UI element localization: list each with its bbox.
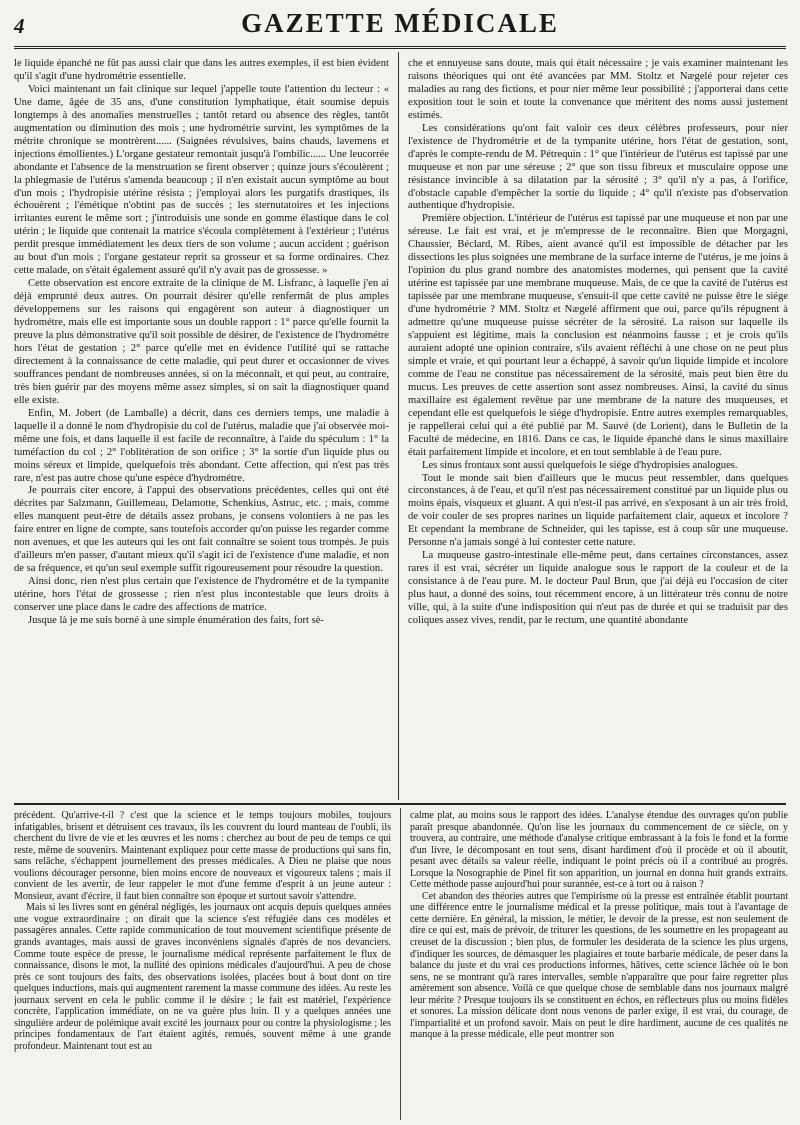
feuilleton-divider bbox=[400, 808, 401, 1120]
paragraph: Ainsi donc, rien n'est plus certain que l'existence de l'hydrométre et de la tympanite utérine, hors l'état de grossesse ; rien n'est plus incontestable que leurs droits à conserver une place dans le cadre des affections de matrice. bbox=[14, 576, 389, 614]
masthead-rule bbox=[14, 46, 786, 49]
masthead-title: GAZETTE MÉDICALE bbox=[241, 8, 559, 38]
paragraph: Cet abandon des théories autres que l'empirisme où la presse est entraînée établit pourtant une différence entre le journalisme médical et la presse politique, mais tout à l'avantage de cette dernière. En général, la mission, le métier, le devoir de la presse, est non seulement de dire ce qui est, mais de prévoir, de triturer les questions, de les soumettre en les propageant au creuset de la discussion ; bien plus, de formuler les desiderata de la science les plus urgens, d'indiquer les sources, de démasquer les plagiaires et toute barbarie médicale, de peser dans la balance du juste et du vrai ces productions informes, hâtives, cette science lâchée où le bon sens, ne se montrant qu'à rares intervalles, semble n'apparaître que pour faire regretter plus amèrement son absence. Voilà ce que quelque chose de semblable dans nos journaux malgré leur mérite ? Presque toujours ils se constituent en échos, en réflecteurs plus ou moins fidèles et sonores. La mission délicate dont nous venons de parler exige, il est vrai, du courage, de l'impartialité et un profond savoir. Mais on peut le dire hardiment, aucune de ces qualités ne manque à la presse médicale, elle peut montrer son bbox=[410, 890, 788, 1041]
paragraph: Cette observation est encore extraite de la clinique de M. Lisfranc, à laquelle j'en ai déjà emprunté deux autres. On pourrait désirer qu'elle renfermât de plus amples développemens sur les raisons qui engagèrent son auteur à diagnostiquer un hydrométre, mais elle est importante sous un double rapport : 1° parce qu'elle fournit la preuve la plus démonstrative qu'il soit possible de désirer, de l'existence de l'hydrométre hors l'état de gestation ; 2° parce qu'elle met en évidence l'utilité qui se rattache directement à la connaissance de cette maladie, qui peut durer et occasionner de vives souffrances pendant de nombreuses années, si on la méconnaît, et qui peut, au contraire, très bien guérir par des moyens même assez simples, si on sait la diagnostiquer quand elle existe. bbox=[14, 278, 389, 406]
paragraph: Première objection. L'intérieur de l'utérus est tapissé par une muqueuse et non par une séreuse. Le fait est vrai, et je m'empresse de le reconnaître. Bien que Morgagni, Chaussier, Béclard, M. Ribes, aient avancé qu'il est impossible de détacher par les dissections les plus soignées une membrane de la surface interne de l'utérus, je me joins à l'opinion du plus grand nombre des anatomistes modernes, qui pensent que la cavité utérine est tapissée par une membrane muqueuse. Mais, de ce que la cavité de l'utérus est tapissée par une membrane muqueuse, s'ensuit-il que cette cavité ne puisse être le siége d'une hydrométrie ? MM. Stoltz et Nægelé affirment que oui, parce qu'ils répugnent à admettre qu'une muqueuse puisse sécréter de la sérosité. La raison sur laquelle ils s'appuient est légitime, mais la conclusion est néanmoins fausse ; et je crois qu'ils auraient adopté une opinion contraire, s'ils avaient réfléchi à une chose on ne peut plus simple et vraie, et qui pourtant leur a échappé, à savoir qu'un liquide limpide et incolore comme de l'eau ne constitue pas nécessairement de la sérosité, mais peut bien être du mucus. Les preuves de cette assertion sont assez nombreuses. Ainsi, la cavité du sinus maxillaire est également revêtue par une membrane de la nature des muqueuses, et cependant elle est quelquefois le siége d'hydropisie. Entre autres exemples remarquables, je rappellerai celui qui a été publié par M. Sauvé (de Lorient), dans le Bulletin de la Faculté de médecine, en 1816. Dans ce cas, le liquide épanché dans le sinus maxillaire était parfaitement limpide et incolore, et en tout semblable à de l'eau pure. bbox=[408, 213, 788, 458]
page-number: 4 bbox=[14, 14, 25, 38]
paragraph: Les sinus frontaux sont aussi quelquefois le siége d'hydropisies analogues. bbox=[422, 459, 738, 471]
paragraph: calme plat, au moins sous le rapport des idées. L'analyse étendue des ouvrages qu'on publie paraît presque abandonnée. Qu'on lise les journaux du commencement de ce siècle, on y trouvera, au contraire, une méthode d'analyse critique embrassant à la fois le fond et la forme d'un livre, le décomposant en tout sens, disant hardiment d'où il procède et où il aboutit, pesant avec détails sa valeur réelle, indiquant le point précis où il a contribué au progrès. Lorsque la Nosographie de Pinel fit son apparition, un journal en donna huit grands extraits. Cette méthode passe aujourd'hui pour surannée, est-ce à tort ou à raison ? bbox=[410, 810, 788, 891]
paragraph: La muqueuse gastro-intestinale elle-même peut, dans certaines circonstances, assez rares il est vrai, sécréter un liquide analogue sous le rapport de la couleur et de la consistance à de l'eau pure. M. le docteur Paul Brun, que j'ai déjà eu l'occasion de citer plus haut, a donné des soins, tout récemment encore, à un littérateur très connu de notre ville, qui, à la suite d'une indisposition qui n'eut pas de durée et qui se traduisit par des coliques assez vives, rendit, par le rectum, une quantité abondante bbox=[408, 550, 788, 626]
paragraph: Les considérations qu'ont fait valoir ces deux célèbres professeurs, pour nier l'existence de l'hydrométrie et de la tympanite utérine, hors l'état de gestation, sont, d'après le compte-rendu de M. Pétrequin : 1° que l'intérieur de l'utérus est tapissé par une muqueuse et non par une séreuse ; 2° que son tissu fibreux et musculaire oppose une résistance invincible à sa dilatation par la sérosité ; 3° qu'il n'y a pas, à l'orifice, d'obstacle capable d'empêcher la sortie du liquide ; 4° qu'il n'existe pas d'observation authentique d'hydropisie. bbox=[408, 122, 788, 212]
paragraph: che et ennuyeuse sans doute, mais qui était nécessaire ; je vais examiner maintenant les raisons théoriques qui ont été avancées par MM. Stoltz et Nægelé pour rejeter ces maladies au rang des fictions, et pour nier même leur possibilité ; j'apporterai dans cette exposition tout le soin et toute la convenance que méritent des noms aussi justement estimés. bbox=[408, 58, 788, 121]
left-column bbox=[14, 58, 389, 798]
paragraph: précédent. Qu'arrive-t-il ? c'est que la science et le temps toujours mobiles, toujours infatigables, brisent et détruisent ces travaux, ils les couvrent du lourd manteau de l'oubli, ils cherchent du livre de vie et les œuvres et les noms : cherchez au bout de peu de temps ce qui reste, même de souvenirs. Maintenant expliquez pour cette masse de productions qui sans fin, sans relâche, s'échappent journellement des presses médicales. A Dieu ne plaise que nous voulions décourager personne, bien moins encore de nouveaux et vigoureux talens ; mais il convient de les avertir, de leur rappeler le mot d'une femme d'esprit à un jeune auteur : Monsieur, avant d'écrire, il faut bien connaître son époque et surtout savoir s'attendre. bbox=[14, 810, 391, 902]
paragraph: Enfin, M. Jobert (de Lamballe) a décrit, dans ces derniers temps, une maladie à laquelle il a donné le nom d'hydropisie du col de l'utérus, maladie que j'ai observée moi-même une fois, et dans laquelle il est facile de reconnaître, à l'aide du spéculum : 1° la tuméfaction du col ; 2° l'oblitération de son orifice ; 3° la sortie d'un liquide plus ou moins séreux et limpide, quelquefois très abondant. Cette affection, qui n'est pas très rare, n'est pas autre chose qu'une espèce d'hydrométre. bbox=[14, 407, 389, 484]
column-divider bbox=[398, 52, 399, 800]
paragraph: le liquide épanché ne fût pas aussi clair que dans les autres exemples, il est bien évident qu'il s'agit d'une hydrométrie essentielle. bbox=[14, 58, 389, 82]
paragraph: Mais si les livres sont en général négligés, les journaux ont acquis depuis quelques années une vogue extraordinaire ; on dirait que la science s'est réfugiée dans ces modèles et passagères annales. Cette rapide communication de tout mouvement scientifique présente de grands avantages, mais aussi de graves inconvéniens signalés d'après de nos devanciers. Comme toute espèce de presse, le journalisme médical représente parfaitement le flux de connaissance, disons le mot, la nullité des opinions médicales d'aujourd'hui. A peu de chose près ce sont toujours des faits, des observations isolées, placées bout à bout dont on tire quelques inductions, mais qui augmentent rarement la masse commune des idées. Au reste les journaux servent en cela le public comme il le désire ; le fait est matériel, l'expérience concrète, l'application immédiate, on ne va guère plus loin. Il y a quelques années une singulière ardeur de polémique avait excité les journaux pour ou contre la physiologisme ; les principes fondamentaux de l'art étaient agités, remués, souvent même à une grande profondeur. Maintenant tout est au bbox=[14, 902, 391, 1052]
paragraph: Je pourrais citer encore, à l'appui des observations précédentes, celles qui ont été décrites par Salzmann, Guillemeau, Delamotte, Schenkius, Astruc, etc. ; mais, comme elles manquent peut-être de détails assez probans, je consens volontiers à ne pas les faire entrer en ligne de compte, sans toutefois accorder qu'on puisse les regarder comme non avenues, et que les auteurs qui les ont fait connaître se soient tous trompés. Je puis d'ailleurs m'en passer, d'autant mieux qu'il s'agit ici de l'existence d'une maladie, et non de sa fréquence, et qu'un seul exemple suffit rigoureusement pour résoudre la question. bbox=[14, 485, 389, 575]
paragraph: Tout le monde sait bien d'ailleurs que le mucus peut ressembler, dans quelques circonstances, à de l'eau, et qu'il n'est pas nécessairement constitué par un liquide plus ou moins épais, visqueux et gluant. A qui n'est-il pas arrivé, en s'exposant à un air très froid, de voir couler de ses propres narines un liquide parfaitement clair, aqueux et incolore ? Et cependant la membrane de Schneider, qui les tapisse, est à coup sûr une muqueuse. Personne n'a jamais songé à lui contester cette nature. bbox=[408, 472, 788, 549]
feuilleton-rule bbox=[14, 803, 786, 805]
paragraph: Voici maintenant un fait clinique sur lequel j'appelle toute l'attention du lecteur : « Une dame, âgée de 35 ans, d'une constitution lymphatique, était soumise depuis longtemps à des anomalies menstruelles ; tantôt retard ou absence des règles, tantôt augmentation ou diminution des mois ; une hydrométrie survint, les symptômes de la métrite chronique se montrèrent...... (Saignées révulsives, bains chauds, lavemens et injections émollientes.) L'organe gestateur remontait jusqu'à l'ombilic...... Une leucorrée abondante et l'absence de la menstruation se firent observer ; quinze jours s'écoulèrent ; la phlegmasie de l'utérus s'amenda beaucoup ; il n'en existait aucun symptôme au bout d'un mois ; l'hydropisie utérine résista ; j'employai alors les purgatifs drastiques, ils échouèrent ; l'émétique n'obtint pas de succès ; les sternutatoires et les injections irritantes eurent le même sort ; j'introduisis une sonde en gomme élastique dans le col utérin ; le liquide que contenait la matrice s'écoula complètement à l'extérieur ; l'utérus perdit presque immédiatement les deux tiers de son volume ; aucun accident ; guérison au bout d'un mois ; l'organe gestateur reprit sa grosseur et sa forme ordinaires. Chez cette malade, on s'était également assuré qu'il n'y avait pas de grossesse. » bbox=[14, 83, 389, 277]
paragraph: Jusque là je me suis borné à une simple énumération des faits, fort sè- bbox=[28, 614, 324, 626]
feuilleton-right-column bbox=[410, 810, 788, 1118]
feuilleton-left-column bbox=[14, 810, 391, 1118]
right-column bbox=[408, 58, 788, 798]
